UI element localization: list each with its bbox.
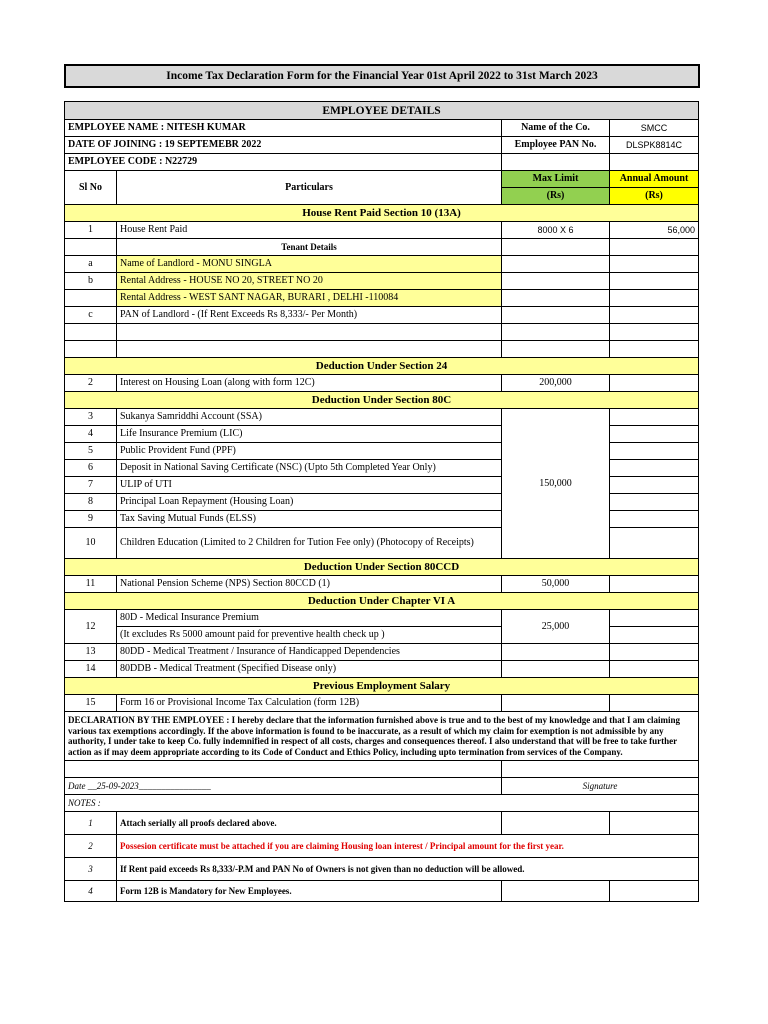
note-text: Attach serially all proofs declared above. bbox=[117, 812, 502, 835]
section-hra: House Rent Paid Section 10 (13A) bbox=[65, 205, 699, 222]
note-number: 1 bbox=[65, 812, 117, 835]
declaration-text: I hereby declare that the information furnished above is true and to the best of my knowledge and that I am claiming various tax exemptions accordingly. If the above information is found to be inaccurate, as a result of which my claim for exemption is not admissible by any authority, I under take to keep Co. fully indemnified in respect of all costs, charges and consequences thereof. I also understand that will be free to take further action as if may deem appropriate according to its Code of Conduct and Ethics Policy, including upto termination from services of the Company. bbox=[68, 715, 681, 757]
s80c-item-label: Principal Loan Repayment (Housing Loan) bbox=[117, 494, 502, 511]
row-number: 2 bbox=[65, 375, 117, 392]
notes-heading: NOTES : bbox=[65, 795, 699, 812]
row-number: 7 bbox=[65, 477, 117, 494]
empty-cell bbox=[502, 661, 610, 678]
form16-row bbox=[65, 695, 699, 712]
empty-cell bbox=[502, 256, 610, 273]
pan-label: Employee PAN No. bbox=[502, 137, 610, 154]
s80c-item-label: Life Insurance Premium (LIC) bbox=[117, 426, 502, 443]
landlord-name-row bbox=[65, 256, 699, 273]
row-number: 15 bbox=[65, 695, 117, 712]
empty-cell bbox=[610, 881, 699, 902]
employee-name-row bbox=[65, 120, 699, 137]
row-number: 8 bbox=[65, 494, 117, 511]
empty-cell bbox=[610, 409, 699, 426]
row-number: 11 bbox=[65, 576, 117, 593]
specified-disease-row bbox=[65, 661, 699, 678]
pan-value: DLSPK8814C bbox=[610, 137, 699, 154]
note-number: 2 bbox=[65, 835, 117, 858]
note-number: 4 bbox=[65, 881, 117, 902]
company-label: Name of the Co. bbox=[502, 120, 610, 137]
note-row bbox=[65, 812, 699, 835]
empty-cell bbox=[610, 426, 699, 443]
note-row bbox=[65, 835, 699, 858]
nps-label: National Pension Scheme (NPS) Section 80CCD (1) bbox=[117, 576, 502, 593]
empty-cell bbox=[610, 576, 699, 593]
medical-insurance-label: 80D - Medical Insurance Premium bbox=[117, 610, 502, 627]
tenant-heading-row bbox=[65, 239, 699, 256]
blank-row bbox=[65, 324, 699, 341]
empty-cell bbox=[502, 881, 610, 902]
empty-cell bbox=[610, 644, 699, 661]
rental-address-row-2 bbox=[65, 290, 699, 307]
section-via-row bbox=[65, 593, 699, 610]
empty-cell bbox=[610, 695, 699, 712]
section-80ccd: Deduction Under Section 80CCD bbox=[65, 559, 699, 576]
empty-cell bbox=[610, 460, 699, 477]
date-of-joining: DATE OF JOINING : 19 SEPTEMEBR 2022 bbox=[65, 137, 502, 154]
rental-address-1: Rental Address - HOUSE NO 20, STREET NO 20 bbox=[117, 273, 502, 290]
landlord-pan-row bbox=[65, 307, 699, 324]
landlord-name: Name of Landlord - MONU SINGLA bbox=[117, 256, 502, 273]
empty-cell bbox=[610, 511, 699, 528]
s80c-item-label: ULIP of UTI bbox=[117, 477, 502, 494]
declaration-row bbox=[65, 712, 699, 761]
section-24: Deduction Under Section 24 bbox=[65, 358, 699, 375]
empty-cell bbox=[65, 239, 117, 256]
empty-cell bbox=[65, 290, 117, 307]
form16-label: Form 16 or Provisional Income Tax Calculation (form 12B) bbox=[117, 695, 502, 712]
section-prev-row bbox=[65, 678, 699, 695]
empty-cell bbox=[610, 477, 699, 494]
hra-annual-amount: 56,000 bbox=[610, 222, 699, 239]
hra-row bbox=[65, 222, 699, 239]
note-number: 3 bbox=[65, 858, 117, 881]
empty-cell bbox=[610, 610, 699, 627]
row-letter: a bbox=[65, 256, 117, 273]
nps-max: 50,000 bbox=[502, 576, 610, 593]
col-annual-amount-unit: (Rs) bbox=[610, 188, 699, 205]
empty-cell bbox=[502, 307, 610, 324]
form-title: Income Tax Declaration Form for the Financial Year 01st April 2022 to 31st March 2023 bbox=[64, 64, 700, 88]
joining-row bbox=[65, 137, 699, 154]
section-80c: Deduction Under Section 80C bbox=[65, 392, 699, 409]
declaration-lead: DECLARATION BY THE EMPLOYEE : bbox=[68, 715, 230, 725]
s80c-item-label: Deposit in National Saving Certificate (NSC) (Upto 5th Completed Year Only) bbox=[117, 460, 502, 477]
hra-max-limit: 8000 X 6 bbox=[502, 222, 610, 239]
empty-cell bbox=[610, 375, 699, 392]
empty-cell bbox=[502, 812, 610, 835]
section-chapter-via: Deduction Under Chapter VI A bbox=[65, 593, 699, 610]
tenant-details-heading: Tenant Details bbox=[117, 239, 502, 256]
row-number: 6 bbox=[65, 460, 117, 477]
employee-details-header: EMPLOYEE DETAILS bbox=[65, 102, 699, 120]
s80c-item-label: Tax Saving Mutual Funds (ELSS) bbox=[117, 511, 502, 528]
nps-row bbox=[65, 576, 699, 593]
landlord-pan: PAN of Landlord - (If Rent Exceeds Rs 8,333/- Per Month) bbox=[117, 307, 502, 324]
empty-cell bbox=[610, 443, 699, 460]
empty-cell bbox=[610, 273, 699, 290]
handicapped-label: 80DD - Medical Treatment / Insurance of Handicapped Dependencies bbox=[117, 644, 502, 661]
empty-cell bbox=[610, 154, 699, 171]
note-row bbox=[65, 881, 699, 902]
row-number: 1 bbox=[65, 222, 117, 239]
col-particulars: Particulars bbox=[117, 171, 502, 205]
employee-details-header-row bbox=[65, 102, 699, 120]
note-text: Form 12B is Mandatory for New Employees. bbox=[117, 881, 502, 902]
s80c-row bbox=[65, 409, 699, 426]
empty-cell bbox=[610, 494, 699, 511]
empty-cell bbox=[502, 695, 610, 712]
specified-disease-label: 80DDB - Medical Treatment (Specified Disease only) bbox=[117, 661, 502, 678]
housing-loan-label: Interest on Housing Loan (along with form 12C) bbox=[117, 375, 502, 392]
col-slno: Sl No bbox=[65, 171, 117, 205]
empty-cell bbox=[502, 644, 610, 661]
date-signature-row bbox=[65, 778, 699, 795]
note-text: Possesion certificate must be attached if you are claiming Housing loan interest / Principal amount for the first year. bbox=[117, 835, 699, 858]
medical-insurance-note: (It excludes Rs 5000 amount paid for preventive health check up ) bbox=[117, 627, 502, 644]
employee-code-row bbox=[65, 154, 699, 171]
section-hra-row bbox=[65, 205, 699, 222]
col-max-limit: Max Limit bbox=[502, 171, 610, 188]
row-number: 12 bbox=[65, 610, 117, 644]
section-80c-row bbox=[65, 392, 699, 409]
row-number: 9 bbox=[65, 511, 117, 528]
empty-cell bbox=[610, 627, 699, 644]
empty-cell bbox=[610, 307, 699, 324]
row-number: 14 bbox=[65, 661, 117, 678]
blank-row bbox=[65, 341, 699, 358]
note-row bbox=[65, 858, 699, 881]
signature-label: Signature bbox=[502, 778, 699, 795]
housing-loan-row bbox=[65, 375, 699, 392]
empty-cell bbox=[610, 239, 699, 256]
employee-code: EMPLOYEE CODE : N22729 bbox=[65, 154, 502, 171]
housing-loan-max: 200,000 bbox=[502, 375, 610, 392]
date-line: Date __25-09-2023________________ bbox=[65, 778, 502, 795]
empty-cell bbox=[610, 812, 699, 835]
note-text: If Rent paid exceeds Rs 8,333/-P.M and PAN No of Owners is not given than no deduction will be allowed. bbox=[117, 858, 699, 881]
col-annual-amount: Annual Amount bbox=[610, 171, 699, 188]
s80c-item-label: Sukanya Samriddhi Account (SSA) bbox=[117, 409, 502, 426]
row-number: 10 bbox=[65, 528, 117, 559]
s80c-item-label: Public Provident Fund (PPF) bbox=[117, 443, 502, 460]
empty-cell bbox=[502, 154, 610, 171]
hra-label: House Rent Paid bbox=[117, 222, 502, 239]
company-value: SMCC bbox=[610, 120, 699, 137]
declaration-form-table bbox=[64, 101, 699, 902]
row-letter: c bbox=[65, 307, 117, 324]
row-number: 4 bbox=[65, 426, 117, 443]
medical-insurance-row bbox=[65, 610, 699, 627]
row-number: 5 bbox=[65, 443, 117, 460]
row-number: 3 bbox=[65, 409, 117, 426]
notes-heading-row bbox=[65, 795, 699, 812]
employee-name: EMPLOYEE NAME : NITESH KUMAR bbox=[65, 120, 502, 137]
declaration-block bbox=[65, 712, 699, 761]
empty-cell bbox=[502, 239, 610, 256]
rental-address-2: Rental Address - WEST SANT NAGAR, BURARI , DELHI -110084 bbox=[117, 290, 502, 307]
empty-cell bbox=[610, 528, 699, 559]
s80c-item-label: Children Education (Limited to 2 Children for Tution Fee only) (Photocopy of Receipts) bbox=[117, 528, 502, 559]
handicapped-row bbox=[65, 644, 699, 661]
empty-cell bbox=[610, 256, 699, 273]
empty-cell bbox=[502, 290, 610, 307]
row-number: 13 bbox=[65, 644, 117, 661]
medical-insurance-max: 25,000 bbox=[502, 610, 610, 644]
empty-cell bbox=[610, 290, 699, 307]
rental-address-row-1 bbox=[65, 273, 699, 290]
section-80ccd-row bbox=[65, 559, 699, 576]
empty-cell bbox=[502, 273, 610, 290]
section-previous-employment: Previous Employment Salary bbox=[65, 678, 699, 695]
blank-row bbox=[65, 761, 699, 778]
section-24-row bbox=[65, 358, 699, 375]
s80c-max-limit: 150,000 bbox=[502, 409, 610, 559]
row-letter: b bbox=[65, 273, 117, 290]
col-max-limit-unit: (Rs) bbox=[502, 188, 610, 205]
empty-cell bbox=[610, 661, 699, 678]
column-header-row-1 bbox=[65, 171, 699, 188]
